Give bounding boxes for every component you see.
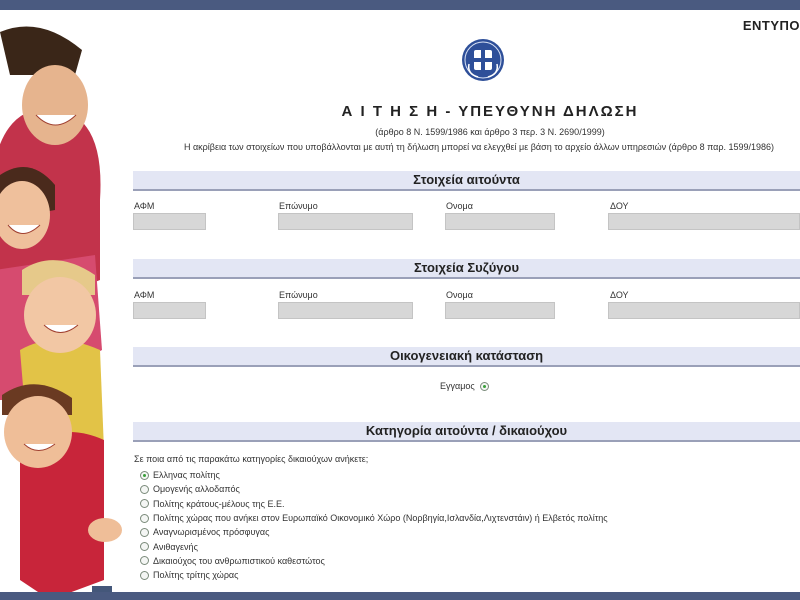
category-options-list	[140, 468, 608, 582]
category-option[interactable]	[140, 511, 608, 525]
window-frame-top	[0, 0, 800, 10]
spouse-surname-label: Επώνυμο	[279, 290, 318, 300]
married-radio-icon[interactable]	[480, 382, 489, 391]
category-option-label: Δικαιούχος του ανθρωπιστικού καθεστώτος	[153, 555, 325, 566]
marital-option-label: Εγγαμος	[440, 381, 475, 391]
category-option[interactable]	[140, 482, 608, 496]
applicant-name-label: Ονομα	[446, 201, 473, 211]
category-option[interactable]	[140, 497, 608, 511]
category-option[interactable]	[140, 468, 608, 482]
marital-section-heading: Οικογενειακή κατάσταση	[133, 347, 800, 367]
applicant-name-field[interactable]	[445, 213, 555, 230]
greek-state-emblem-icon	[461, 38, 505, 82]
radio-button-icon[interactable]	[140, 514, 149, 523]
form-title: Α Ι Τ Η Σ Η - ΥΠΕΥΘΥΝΗ ΔΗΛΩΣΗ	[341, 103, 639, 120]
category-option[interactable]	[140, 568, 608, 582]
applicant-doy-field[interactable]	[608, 213, 800, 230]
category-option-label: Αναγνωρισμένος πρόσφυγας	[153, 527, 270, 538]
radio-button-icon[interactable]	[140, 471, 149, 480]
category-option[interactable]	[140, 554, 608, 568]
category-option-label: Πολίτης κράτους-μέλους της Ε.Ε.	[153, 498, 285, 509]
spouse-name-label: Ονομα	[446, 290, 473, 300]
category-option-label: Πολίτης τρίτης χώρας	[153, 570, 239, 581]
applicant-section-heading: Στοιχεία αιτούντα	[133, 171, 800, 191]
marital-option[interactable]	[440, 381, 489, 391]
category-section-heading: Κατηγορία αιτούντα / δικαιούχου	[133, 422, 800, 442]
spouse-afm-label: ΑΦΜ	[134, 290, 155, 300]
accuracy-notice: Η ακρίβεια των στοιχείων που υποβάλλονται με αυτή τη δήλωση μπορεί να ελεγχθεί με βάση το αρχείο άλλων υπηρεσιών (άρθρο 8 παρ. 1599/1986)	[183, 142, 775, 152]
category-option-label: Ανιθαγενής	[153, 541, 198, 552]
spouse-section-heading: Στοιχεία Συζύγου	[133, 259, 800, 279]
category-question: Σε ποια από τις παρακάτω κατηγορίες δικαιούχων ανήκετε;	[134, 454, 369, 464]
radio-button-icon[interactable]	[140, 542, 149, 551]
applicant-afm-label: ΑΦΜ	[134, 201, 155, 211]
spouse-name-field[interactable]	[445, 302, 555, 319]
family-photo	[0, 20, 132, 592]
form-type-label: ΕΝΤΥΠΟ	[742, 18, 800, 33]
spouse-surname-field[interactable]	[278, 302, 413, 319]
radio-button-icon[interactable]	[140, 499, 149, 508]
application-form-page	[0, 10, 800, 592]
window-frame-bottom	[0, 592, 800, 600]
category-option-label: Ελληνας πολίτης	[153, 470, 220, 481]
category-option-label: Ομογενής αλλοδαπός	[153, 484, 240, 495]
spouse-afm-field[interactable]	[133, 302, 206, 319]
radio-button-icon[interactable]	[140, 485, 149, 494]
legal-reference: (άρθρο 8 Ν. 1599/1986 και άρθρο 3 περ. 3 Ν. 2690/1999)	[375, 127, 605, 137]
radio-button-icon[interactable]	[140, 528, 149, 537]
spouse-doy-label: ΔΟΥ	[610, 290, 629, 300]
spouse-doy-field[interactable]	[608, 302, 800, 319]
applicant-surname-label: Επώνυμο	[279, 201, 318, 211]
category-option[interactable]	[140, 525, 608, 539]
radio-button-icon[interactable]	[140, 556, 149, 565]
applicant-doy-label: ΔΟΥ	[610, 201, 629, 211]
category-option[interactable]	[140, 539, 608, 553]
applicant-afm-field[interactable]	[133, 213, 206, 230]
radio-button-icon[interactable]	[140, 571, 149, 580]
applicant-surname-field[interactable]	[278, 213, 413, 230]
category-option-label: Πολίτης χώρας που ανήκει στον Ευρωπαϊκό Οικονομικό Χώρο (Νορβηγία,Ισλανδία,Λιχτενστάιν) ή Ελβετός πολίτης	[153, 513, 608, 524]
